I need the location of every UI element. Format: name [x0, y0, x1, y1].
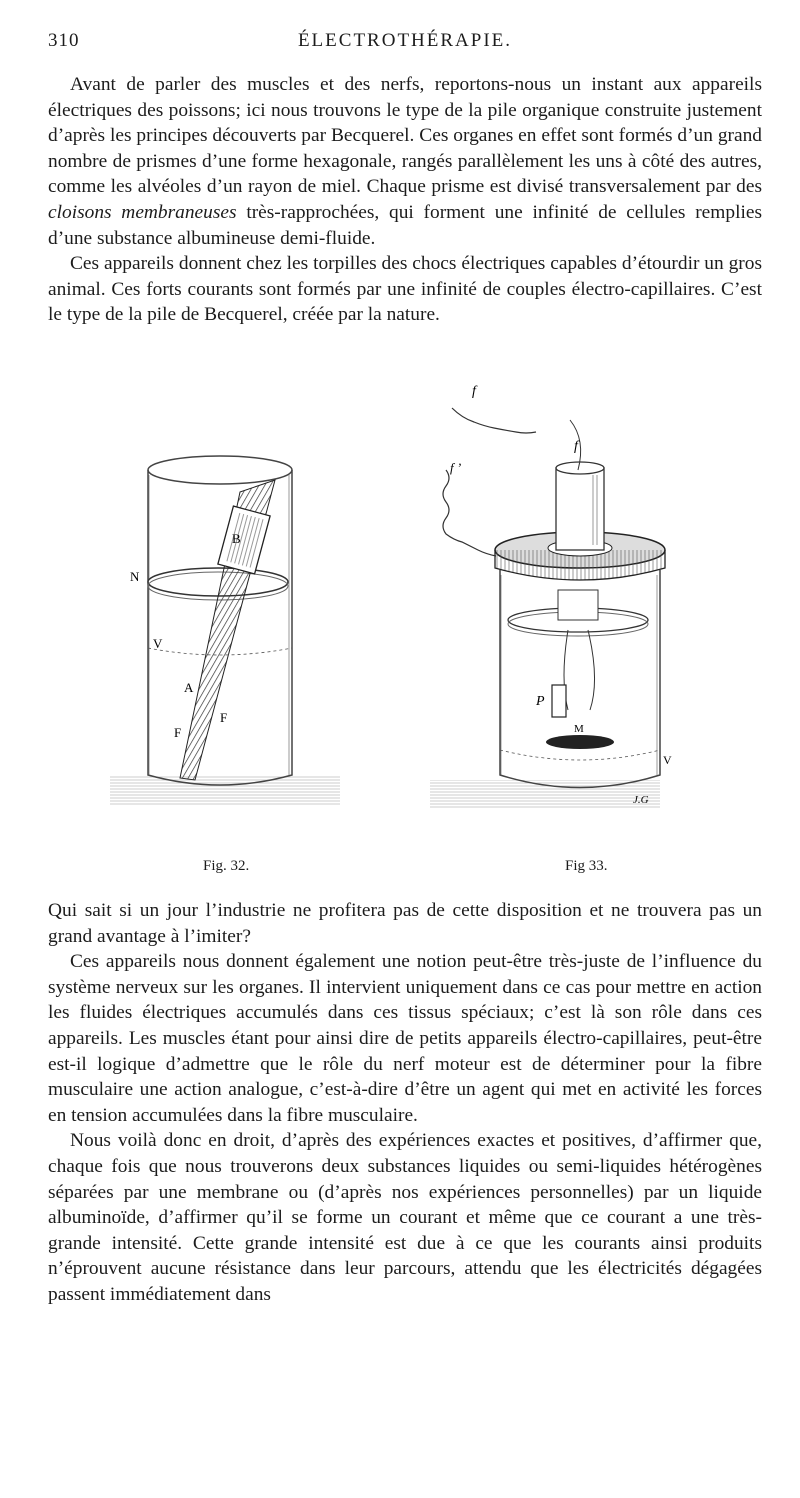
paragraph: Ces appareils donnent chez les torpilles des chocs électriques capables d’étourdir un gros animal. Ces forts courants sont formés par une infinité de couples électro-capillaires. C’est le type de la pile de Becquerel, créée par la nature. — [48, 253, 762, 326]
label-A: A — [184, 680, 194, 695]
label-f-wire: f — [574, 439, 578, 454]
paragraph: Ces appareils nous donnent également une notion peut-être très-juste de l’influence du système nerveux sur les organes. Il intervient uniquement dans ce cas pour mettre en action les fluides électriques accumulés dans ces tissus spéciaux; c’est là son rôle dans ces appareils. Les muscles étant pour ainsi dire de petits appareils électro-capillaires, peut-être est-il logique d’admettre que le rôle du nerf moteur est de déterminer pour la fibre musculaire une action analogue, c’est-à-dire d’être un agent qui met en activité les forces en tension accumulées dans la fibre musculaire. — [48, 951, 762, 1126]
label-f-prime: f ’ — [450, 460, 462, 475]
engraver-signature: J.G — [633, 794, 649, 806]
paragraph: Qui sait si un jour l’industrie ne profitera pas de cette disposition et ne trouvera pas un grand avantage à l’imiter? — [48, 900, 762, 947]
figure-caption-32: Fig. 32. — [203, 858, 250, 874]
label-P: P — [536, 694, 545, 709]
paragraph: Nous voilà donc en droit, d’après des expériences exactes et positives, d’affirmer que, chaque fois que nous trouverons deux substances liquides ou semi-liquides hétérogènes séparées par une membrane ou (d’après nos expériences personnelles) par un liquide albuminoïde, d’affirmer qu’il se forme un courant et même que ce courant a une très-grande intensité. Cette grande intensité est due à ce que les courants ainsi produits n’éprouvent aucune résistance dans leur parcours, attendu que les électricités dégagées passent immédiatement dans — [48, 1130, 762, 1305]
page-header — [48, 30, 762, 58]
label-f-top: f — [472, 384, 476, 399]
label-F-left: F — [174, 725, 182, 740]
figure-caption-33: Fig 33. — [565, 858, 608, 874]
running-title: ÉLECTROTHÉRAPIE. — [297, 30, 513, 51]
paragraph-text: très-rapprochées, qui forment une infinité de cellules remplies d’une substance albumineuse demi-fluide. — [48, 201, 762, 249]
text-block-top — [48, 72, 762, 328]
label-V-33: V — [663, 753, 672, 767]
figure-illustrations — [100, 380, 720, 850]
italic-term: cloisons membraneuses — [48, 201, 237, 223]
label-F-right: F — [220, 710, 228, 725]
label-V: V — [153, 636, 163, 651]
fig-32-drawing — [110, 456, 340, 813]
paragraph — [48, 72, 762, 251]
text-block-bottom — [48, 898, 762, 1308]
page-number: 310 — [48, 30, 80, 51]
figures-area — [100, 380, 720, 880]
label-M: M — [574, 723, 584, 735]
fig-33-drawing — [430, 384, 672, 808]
paragraph-text: Avant de parler des muscles et des nerfs, reportons-nous un instant aux appareils électriques des poissons; ici nous trouvons le type de la pile organique construite justement d’après les principes découverts par Becquerel. Ces organes en effet sont formés d’un grand nombre de prismes d’une forme hexagonale, rangés parallèlement les uns à côté des autres, comme les alvéoles d’un rayon de miel. Chaque prisme est divisé transversalement par des — [48, 74, 762, 198]
label-N: N — [130, 569, 140, 584]
label-B: B — [232, 531, 241, 546]
